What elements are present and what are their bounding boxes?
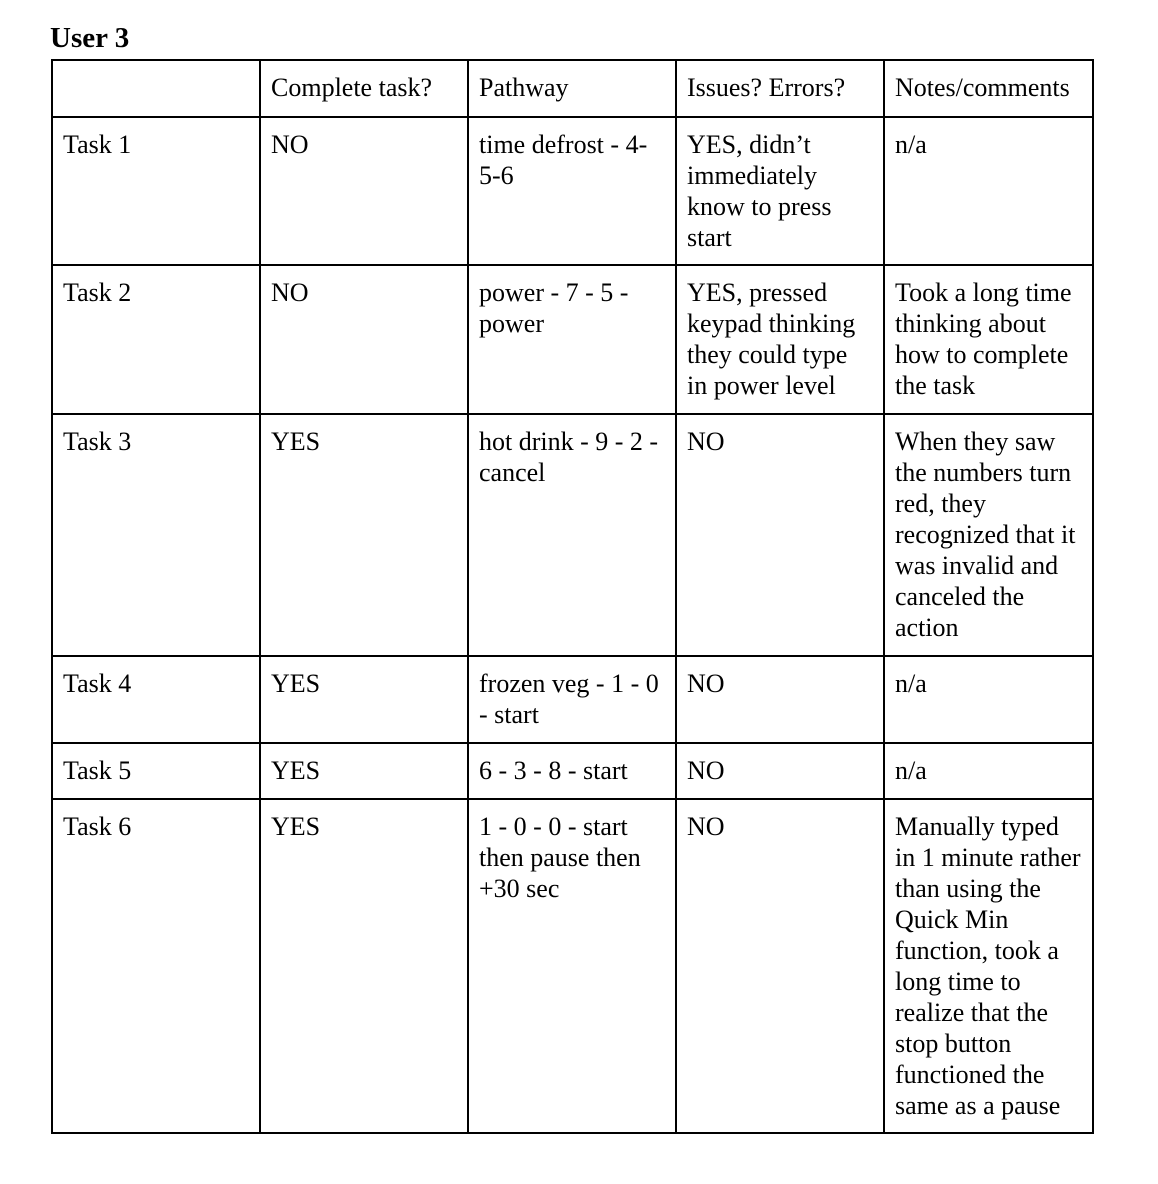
task-cell: Task 3 bbox=[52, 414, 260, 656]
complete-cell: YES bbox=[260, 414, 468, 656]
complete-cell: YES bbox=[260, 656, 468, 743]
task-cell: Task 2 bbox=[52, 265, 260, 414]
table-row bbox=[52, 265, 1093, 414]
header-cell-notes: Notes/comments bbox=[884, 60, 1093, 117]
user-test-results-table bbox=[51, 59, 1094, 1134]
notes-cell: Manually typed in 1 minute rather than using the Quick Min function, took a long time to realize that the stop button functioned the same as a pause bbox=[884, 799, 1093, 1133]
notes-cell: When they saw the numbers turn red, they recognized that it was invalid and canceled the action bbox=[884, 414, 1093, 656]
issues-cell: YES, didn’t immediately know to press start bbox=[676, 117, 884, 265]
issues-cell: NO bbox=[676, 743, 884, 799]
issues-cell: NO bbox=[676, 414, 884, 656]
task-cell: Task 5 bbox=[52, 743, 260, 799]
notes-cell: n/a bbox=[884, 117, 1093, 265]
table-row bbox=[52, 414, 1093, 656]
table-row bbox=[52, 117, 1093, 265]
notes-cell: Took a long time thinking about how to complete the task bbox=[884, 265, 1093, 414]
pathway-cell: time defrost - 4-5-6 bbox=[468, 117, 676, 265]
complete-cell: NO bbox=[260, 265, 468, 414]
task-cell: Task 1 bbox=[52, 117, 260, 265]
issues-cell: NO bbox=[676, 799, 884, 1133]
header-cell-issues: Issues? Errors? bbox=[676, 60, 884, 117]
complete-cell: YES bbox=[260, 799, 468, 1133]
table-row bbox=[52, 743, 1093, 799]
table-header-row bbox=[52, 60, 1093, 117]
pathway-cell: hot drink - 9 - 2 - cancel bbox=[468, 414, 676, 656]
notes-cell: n/a bbox=[884, 743, 1093, 799]
issues-cell: NO bbox=[676, 656, 884, 743]
pathway-cell: 1 - 0 - 0 - start then pause then +30 sec bbox=[468, 799, 676, 1133]
issues-cell: YES, pressed keypad thinking they could type in power level bbox=[676, 265, 884, 414]
complete-cell: YES bbox=[260, 743, 468, 799]
document-title: User 3 bbox=[50, 22, 130, 54]
pathway-cell: power - 7 - 5 - power bbox=[468, 265, 676, 414]
pathway-cell: frozen veg - 1 - 0 - start bbox=[468, 656, 676, 743]
header-cell-pathway: Pathway bbox=[468, 60, 676, 117]
table-row bbox=[52, 656, 1093, 743]
task-cell: Task 6 bbox=[52, 799, 260, 1133]
complete-cell: NO bbox=[260, 117, 468, 265]
header-cell-complete: Complete task? bbox=[260, 60, 468, 117]
notes-cell: n/a bbox=[884, 656, 1093, 743]
header-cell-task bbox=[52, 60, 260, 117]
table-row bbox=[52, 799, 1093, 1133]
task-cell: Task 4 bbox=[52, 656, 260, 743]
pathway-cell: 6 - 3 - 8 - start bbox=[468, 743, 676, 799]
